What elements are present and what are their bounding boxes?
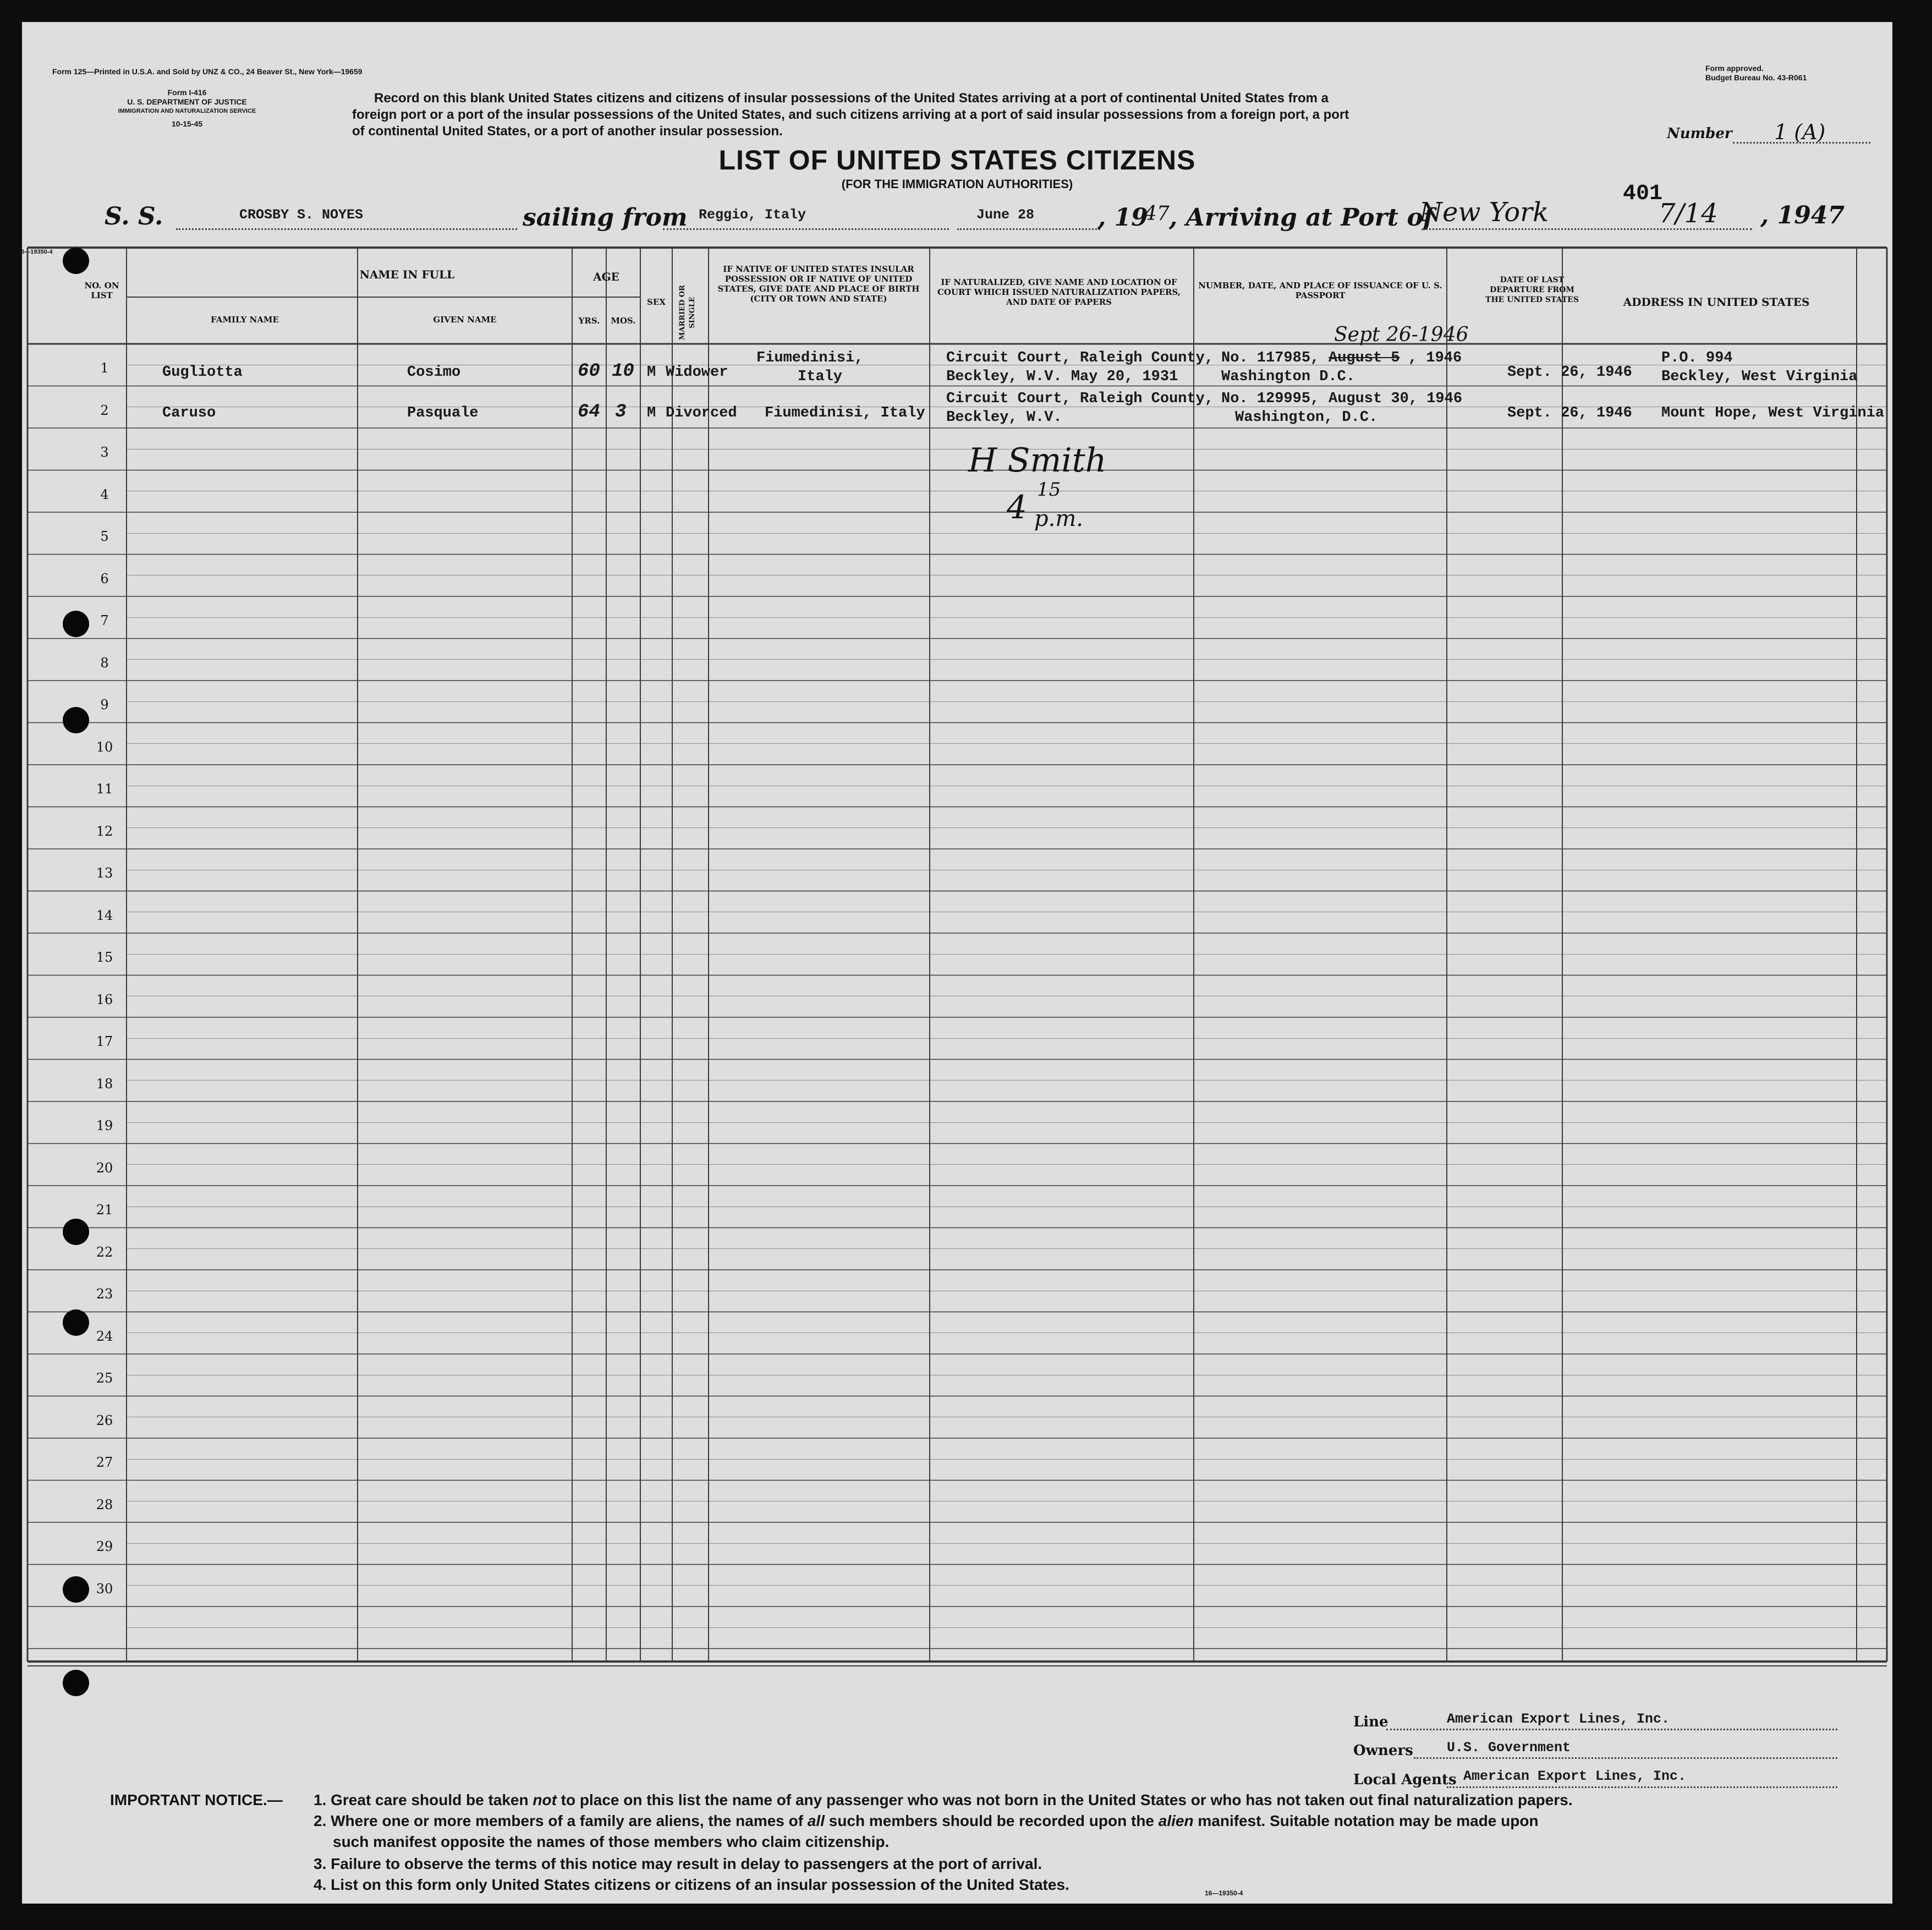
address-line-2: Beckley, West Virginia xyxy=(1661,369,1858,385)
year-prefix: , 19 xyxy=(1097,204,1148,232)
age-months: 10 xyxy=(612,361,634,382)
instruction-line-3: of continental United States, or a port of another insular possession. xyxy=(352,124,783,139)
binder-hole xyxy=(63,1309,89,1336)
address-line-1: Mount Hope, West Virginia xyxy=(1661,405,1885,421)
owners-label: Owners xyxy=(1353,1742,1413,1759)
row-number: 6 xyxy=(100,571,109,586)
passport-year: , 1946 xyxy=(1408,350,1462,366)
address-line-1: P.O. 994 xyxy=(1661,350,1733,366)
sex: M xyxy=(647,364,656,381)
binder-hole xyxy=(63,1576,89,1603)
sailing-from-label: sailing from xyxy=(523,204,688,232)
departure-date: Sept. 26, 1946 xyxy=(1507,405,1632,421)
agents-label: Local Agents xyxy=(1353,1772,1457,1788)
binder-hole xyxy=(63,1219,89,1245)
passport-correction: Sept 26-1946 xyxy=(1334,324,1469,346)
binder-hole xyxy=(63,707,89,733)
notice-item-3: 3. Failure to observe the terms of this notice may result in delay to passengers at the port of arrival. xyxy=(314,1855,1042,1872)
header-married: MARRIED OR SINGLE xyxy=(678,285,696,341)
number-value: 1 (A) xyxy=(1774,120,1826,144)
row-number: 26 xyxy=(96,1412,113,1428)
port-from: Reggio, Italy xyxy=(699,207,806,223)
court-line-2: Beckley, W.V. May 20, 1931 xyxy=(946,369,1178,385)
owners-dotted xyxy=(1414,1757,1837,1759)
sailing-date: June 28 xyxy=(976,207,1035,223)
header-given-name: GIVEN NAME xyxy=(433,315,497,325)
ss-label: S. S. xyxy=(105,202,163,231)
agents-dotted xyxy=(1447,1786,1837,1788)
header-family-name: FAMILY NAME xyxy=(211,315,279,325)
row-number: 13 xyxy=(96,865,113,881)
header-mos: MOS. xyxy=(611,316,636,326)
approval-line-2: Budget Bureau No. 43-R061 xyxy=(1705,73,1807,82)
row-number: 20 xyxy=(96,1160,113,1176)
line-label: Line xyxy=(1353,1714,1388,1730)
row-number: 27 xyxy=(96,1455,113,1470)
row-number: 14 xyxy=(96,907,113,923)
manifest-sheet xyxy=(18,22,1892,1904)
inspection-ampm: p.m. xyxy=(1034,506,1083,531)
notice-heading: IMPORTANT NOTICE.— xyxy=(110,1791,283,1808)
birthplace-line-2: Italy xyxy=(798,369,843,385)
row-number: 23 xyxy=(96,1286,113,1302)
header-sex: SEX xyxy=(647,297,666,307)
row-number: 25 xyxy=(96,1370,113,1386)
passport-line-1: No. 129995, xyxy=(1221,391,1320,407)
sex: M xyxy=(647,405,656,421)
number-label: Number xyxy=(1667,125,1732,142)
row-number: 7 xyxy=(100,613,109,628)
header-no-on-list: NO. ON LIST xyxy=(84,281,119,300)
court-line-1: Circuit Court, Raleigh County, xyxy=(946,350,1214,366)
notice-item-4: 4. List on this form only United States citizens or citizens of an insular possession of the United States. xyxy=(314,1876,1069,1893)
passport-year: August 30, 1946 xyxy=(1329,391,1463,407)
approval-line-1: Form approved. xyxy=(1705,64,1764,73)
instruction-line-1: Record on this blank United States citizens and citizens of insular possessions of the United States arriving at a port of continental United States from a xyxy=(374,91,1329,106)
header-passport: NUMBER, DATE, AND PLACE OF ISSUANCE OF U. S. PASSPORT xyxy=(1198,281,1442,300)
header-name-in-full: NAME IN FULL xyxy=(359,268,455,281)
row-number: 4 xyxy=(100,486,109,502)
ship-name: CROSBY S. NOYES xyxy=(239,207,364,223)
bottom-code: 16—19350-4 xyxy=(1205,1889,1243,1897)
row-number: 18 xyxy=(96,1076,113,1092)
row-number: 8 xyxy=(100,655,109,671)
owners-value: U.S. Government xyxy=(1447,1740,1571,1756)
given-name: Pasquale xyxy=(407,405,479,421)
row-number: 2 xyxy=(100,402,109,418)
passport-line-1: No. 117985, xyxy=(1221,350,1320,366)
binder-hole xyxy=(63,248,89,274)
row-number: 10 xyxy=(96,739,113,755)
header-address: ADDRESS IN UNITED STATES xyxy=(1623,295,1810,309)
row-number: 11 xyxy=(96,781,113,797)
notice-item-1: 1. Great care should be taken not to place on this list the name of any passenger who was not born in the United States or who has not taken out final naturalization papers. xyxy=(314,1791,1573,1808)
row-number: 1 xyxy=(100,360,109,376)
notice-item-2: 2. Where one or more members of a family are aliens, the names of all such members should be recorded upon the alien manifest. Suitable notation may be made upon xyxy=(314,1812,1539,1829)
marital-status: Widower xyxy=(666,364,728,381)
row-number: 12 xyxy=(96,823,113,839)
page-title: LIST OF UNITED STATES CITIZENS xyxy=(718,145,1196,176)
court-line-2: Beckley, W.V. xyxy=(946,409,1062,426)
court-line-1: Circuit Court, Raleigh County, xyxy=(946,391,1214,407)
arrival-date: 7/14 xyxy=(1659,198,1718,229)
arrival-year: , 1947 xyxy=(1760,201,1845,229)
family-name: Gugliotta xyxy=(162,364,243,381)
passport-line-2: Washington D.C. xyxy=(1221,369,1355,385)
row-number: 21 xyxy=(96,1202,113,1218)
line-dotted xyxy=(1386,1729,1837,1730)
departure-date: Sept. 26, 1946 xyxy=(1507,364,1632,381)
row-number: 9 xyxy=(100,697,109,712)
printer-line: Form 125—Printed in U.S.A. and Sold by UNZ & CO., 24 Beaver St., New York—19659 xyxy=(52,67,363,76)
given-name: Cosimo xyxy=(407,364,461,381)
arriving-label: , Arriving at Port of xyxy=(1169,204,1434,232)
row-number: 24 xyxy=(96,1328,113,1344)
row-number: 30 xyxy=(96,1581,113,1597)
inspection-hour: 4 xyxy=(1007,489,1027,526)
form-number: Form I-416 xyxy=(167,88,207,97)
row-number: 15 xyxy=(96,950,113,965)
passport-line-2: Washington, D.C. xyxy=(1235,409,1378,426)
instruction-line-2: foreign port or a port of the insular possessions of the United States, and such citizens arriving at a port of said insular possessions from a foreign port, a port xyxy=(352,107,1349,122)
birthplace-line-1: Fiumedinisi, xyxy=(756,350,864,366)
inspection-minutes: 15 xyxy=(1037,479,1061,501)
line-value: American Export Lines, Inc. xyxy=(1447,1711,1670,1727)
form-department: U. S. DEPARTMENT OF JUSTICE xyxy=(127,97,247,106)
header-birth: IF NATIVE OF UNITED STATES INSULAR POSSESSION OR IF NATIVE OF UNITED STATES, GIVE DATE AND PLACE OF BIRTH (CITY OR TOWN AND STATE) xyxy=(717,264,920,304)
row-number: 22 xyxy=(96,1244,113,1260)
form-date: 10-15-45 xyxy=(171,119,203,128)
header-yrs: YRS. xyxy=(578,316,600,326)
notice-item-2-cont: such manifest opposite the names of those members who claim citizenship. xyxy=(333,1833,890,1850)
binder-hole xyxy=(63,1670,89,1696)
marital-status: Divorced xyxy=(666,405,737,421)
age-months: 3 xyxy=(615,402,627,423)
inspector-signature: H Smith xyxy=(968,441,1107,480)
side-code: 16—19350-4 xyxy=(18,249,53,255)
port-to: New York xyxy=(1419,197,1549,228)
year-suffix: 47 xyxy=(1144,202,1170,225)
row-number: 16 xyxy=(96,991,113,1007)
agents-value: American Export Lines, Inc. xyxy=(1463,1768,1687,1784)
header-naturalized: IF NATURALIZED, GIVE NAME AND LOCATION OF COURT WHICH ISSUED NATURALIZATION PAPERS, AND DATE OF PAPERS xyxy=(937,277,1181,307)
row-number: 3 xyxy=(100,445,109,460)
row-number: 19 xyxy=(96,1118,113,1133)
birthplace-line-1: Fiumedinisi, Italy xyxy=(765,405,925,421)
passport-struck-date: August 5 xyxy=(1329,350,1400,366)
row-number: 17 xyxy=(96,1034,113,1049)
form-service: IMMIGRATION AND NATURALIZATION SERVICE xyxy=(118,108,256,114)
age-years: 60 xyxy=(578,361,600,382)
header-departure: DATE OF LAST DEPARTURE FROM THE UNITED STATES xyxy=(1485,276,1579,304)
row-number: 29 xyxy=(96,1539,113,1554)
row-number: 5 xyxy=(100,529,109,544)
header-age: AGE xyxy=(593,270,619,283)
page-subtitle: (FOR THE IMMIGRATION AUTHORITIES) xyxy=(841,177,1073,191)
binder-hole xyxy=(63,611,89,637)
stamp-number: 401 xyxy=(1623,182,1663,206)
age-years: 64 xyxy=(578,402,600,423)
family-name: Caruso xyxy=(162,405,216,421)
row-number: 28 xyxy=(96,1496,113,1512)
